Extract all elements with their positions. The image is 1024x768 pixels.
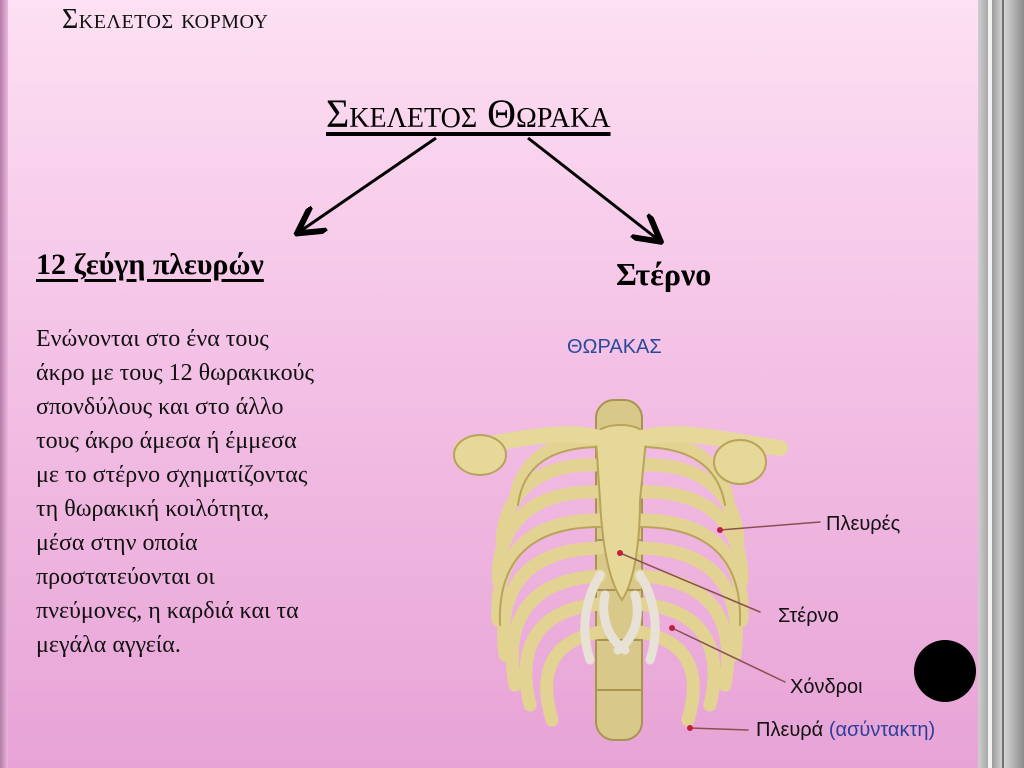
label-cartilage: Χόνδροι: [790, 676, 863, 698]
black-dot: [914, 640, 976, 702]
sternum-subheading: Στέρνο: [616, 256, 712, 292]
arrow-right: [528, 138, 656, 238]
paragraph-line: Ενώνονται στο ένα τους: [36, 326, 269, 352]
figure-title: ΘΩΡΑΚΑΣ: [567, 336, 662, 358]
paragraph-line: πνεύμονες, η καρδιά και τα: [36, 598, 299, 624]
paragraph-line: μέσα στην οποία: [36, 530, 198, 556]
thorax-illustration: [440, 330, 940, 768]
paragraph-line: με το στέρνο σχηματίζοντας: [36, 462, 308, 488]
label-sternum: Στέρνο: [778, 605, 839, 627]
paragraph-line: προστατεύονται οι: [36, 564, 215, 590]
label-ribs: Πλευρές: [826, 513, 901, 535]
ribs-left: [498, 440, 600, 720]
label-floating-rib-note: (ασύντακτη): [828, 719, 936, 741]
ribs-description: [36, 322, 416, 662]
paragraph-line: άκρο με τους 12 θωρακικούς: [36, 360, 314, 386]
paragraph-line: τους άκρο άμεσα ή έμμεσα: [36, 428, 297, 454]
label-floating-rib: [756, 719, 935, 742]
arrow-left: [302, 138, 436, 230]
slide-title: Σκελετος κορμου: [62, 4, 269, 35]
paragraph-line: σπονδύλους και στο άλλο: [36, 394, 284, 420]
main-heading: Σκελετος Θωρακα: [326, 91, 611, 136]
label-floating-rib-text: Πλευρά: [756, 719, 824, 741]
ribs-subheading: 12 ζεύγη πλευρών: [36, 248, 264, 281]
paragraph-line: τη θωρακική κοιλότητα,: [36, 496, 270, 522]
paragraph-line: μεγάλα αγγεία.: [36, 632, 181, 658]
